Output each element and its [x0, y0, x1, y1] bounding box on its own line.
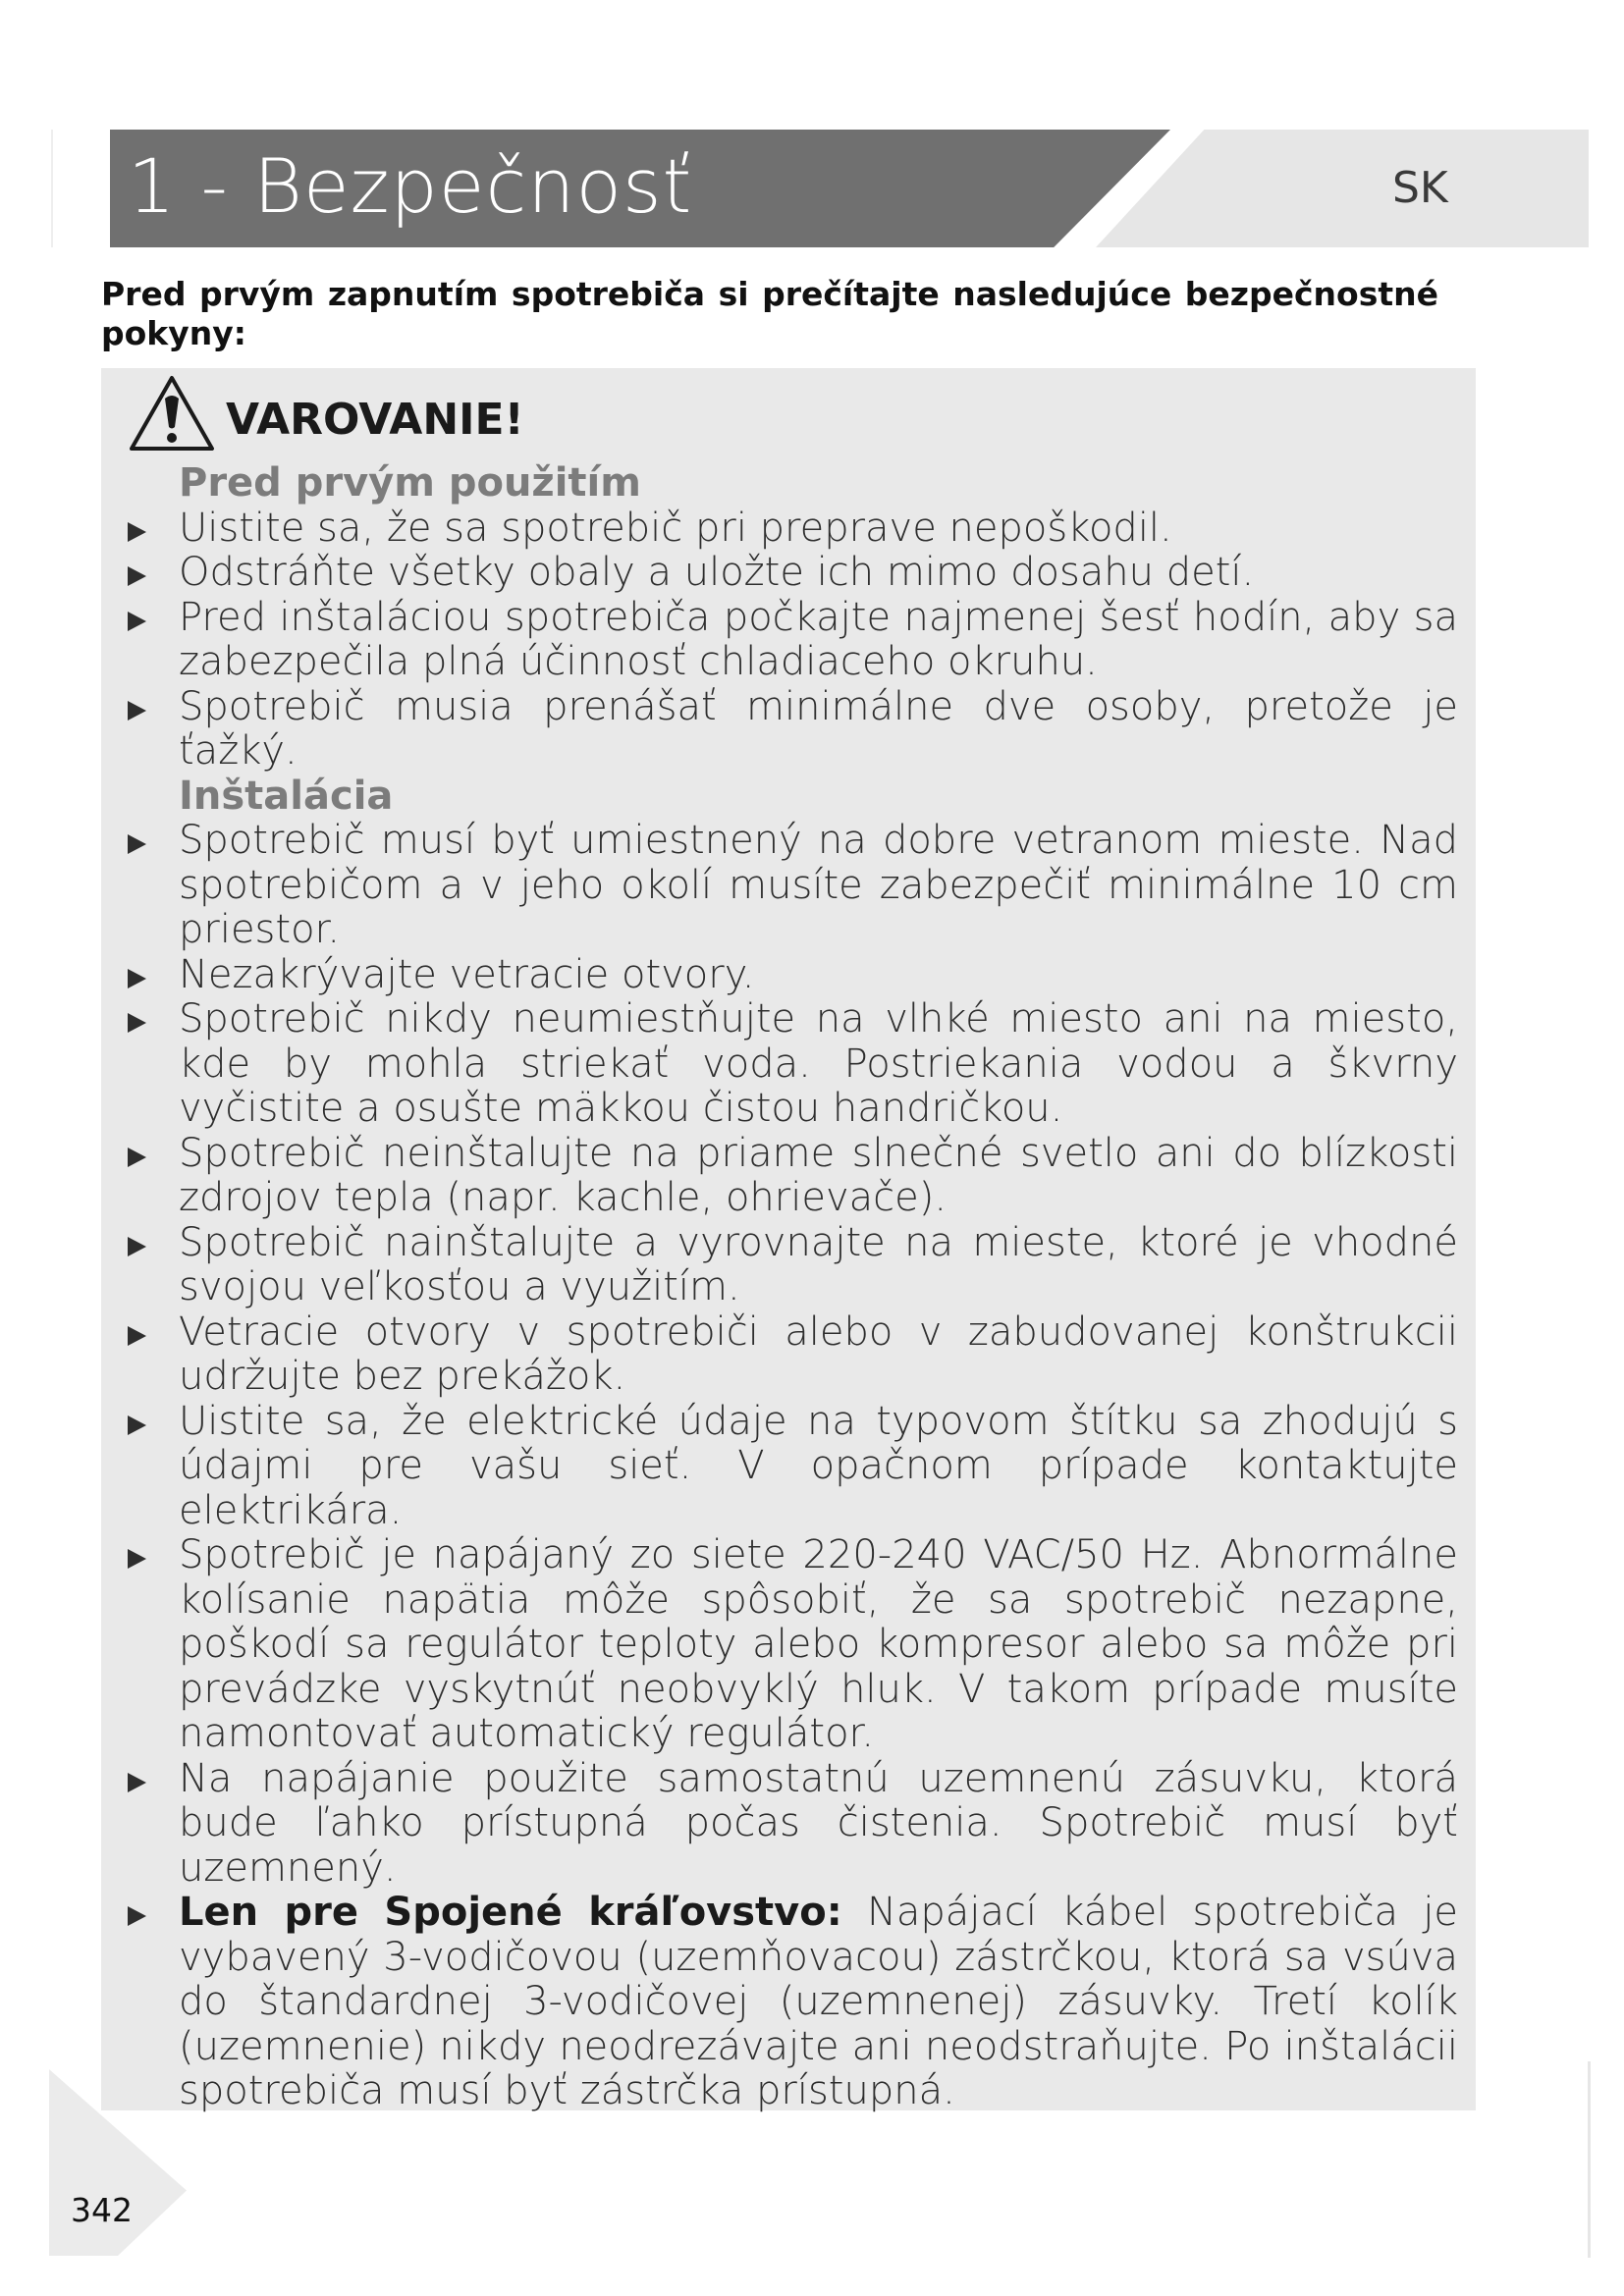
language-code: SK [1392, 163, 1448, 213]
warning-triangle-icon [128, 373, 216, 454]
section-heading-before-first-use: Pred prvým použitím [179, 460, 641, 506]
warning-content [118, 461, 1458, 2114]
list-item: Spotrebič nikdy neumiestňujte na vlhké miesto ani na miesto, kde by mohla striekať voda. Postriekania vodou a škvrny vyčistite a osušte mäkkou čistou handričkou. [118, 997, 1458, 1132]
bullet-arrow-icon [128, 1326, 146, 1346]
bullet-arrow-icon [128, 834, 146, 854]
bullet-arrow-icon [128, 969, 146, 988]
list-item: Uistite sa, že sa spotrebič pri preprave nepoškodil. [118, 507, 1458, 552]
list-item: Na napájanie použite samostatnú uzemnenú zásuvku, ktorá bude ľahko prístupná počas čistenia. Spotrebič musí byť uzemnený. [118, 1757, 1458, 1892]
page-right-rule [1588, 2061, 1591, 2258]
bullet-arrow-icon [128, 522, 146, 542]
list-item-uk [118, 1891, 1458, 2114]
bullet-arrow-icon [128, 1415, 146, 1435]
list-item: Spotrebič musia prenášať minimálne dve osoby, pretože je ťažký. [118, 685, 1458, 774]
list-item: Spotrebič je napájaný zo siete 220-240 VAC/50 Hz. Abnormálne kolísanie napätia môže spôsobiť, že sa spotrebič nezapne, poškodí sa regulátor teploty alebo kompresor alebo sa môže pri prevádzke vyskytnúť neobvyklý hluk. V takom prípade musíte namontovať automatický regulátor. [118, 1533, 1458, 1757]
header-left-rule [51, 130, 53, 247]
list-item: Spotrebič musí byť umiestnený na dobre vetranom mieste. Nad spotrebičom a v jeho okolí musíte zabezpečiť minimálne 10 cm priestor. [118, 819, 1458, 953]
intro-text: Pred prvým zapnutím spotrebiča si prečítajte nasledujúce bezpečnostné pokyny: [101, 275, 1438, 352]
page-number: 342 [71, 2191, 133, 2229]
section-heading-installation: Inštalácia [179, 773, 394, 819]
list-item: Odstráňte všetky obaly a uložte ich mimo dosahu detí. [118, 551, 1458, 596]
bullet-arrow-icon [128, 612, 146, 631]
list-item: Pred inštaláciou spotrebiča počkajte najmenej šesť hodín, aby sa zabezpečila plná účinnosť chladiaceho okruhu. [118, 596, 1458, 685]
bullet-arrow-icon [128, 1906, 146, 1926]
warning-title: VAROVANIE! [226, 395, 524, 445]
list-item: Vetracie otvory v spotrebiči alebo v zabudovanej konštrukcii udržujte bez prekážok. [118, 1310, 1458, 1400]
bullet-arrow-icon [128, 1237, 146, 1256]
list-item: Spotrebič nainštalujte a vyrovnajte na mieste, ktoré je vhodné svojou veľkosťou a využitím. [118, 1221, 1458, 1310]
bullet-arrow-icon [128, 1148, 146, 1167]
list-item: Uistite sa, že elektrické údaje na typovom štítku sa zhodujú s údajmi pre vašu sieť. V opačnom prípade kontaktujte elektrikára. [118, 1400, 1458, 1534]
bullet-arrow-icon [128, 566, 146, 586]
uk-only-text: Napájací kábel spotrebiča je vybavený 3-vodičovou (uzemňovacou) zástrčkou, ktorá sa vsúva do štandardnej 3-vodičovej (uzemnenej) zásuvky. Tretí kolík (uzemnenie) nikdy neodrezávajte ani neodstraňujte. Po inštalácii spotrebiča musí byť zástrčka prístupná. [179, 1890, 1458, 2113]
uk-only-label: Len pre Spojené kráľovstvo: [179, 1890, 842, 1935]
language-tab [1096, 130, 1589, 247]
bullet-arrow-icon [128, 701, 146, 721]
list-item: Nezakrývajte vetracie otvory. [118, 953, 1458, 998]
list-item: Spotrebič neinštalujte na priame slnečné svetlo ani do blízkosti zdrojov tepla (napr. kachle, ohrievače). [118, 1132, 1458, 1221]
bullet-arrow-icon [128, 1013, 146, 1033]
bullet-arrow-icon [128, 1549, 146, 1569]
section-title: 1 - Bezpečnosť [128, 142, 693, 230]
bullet-arrow-icon [128, 1773, 146, 1792]
